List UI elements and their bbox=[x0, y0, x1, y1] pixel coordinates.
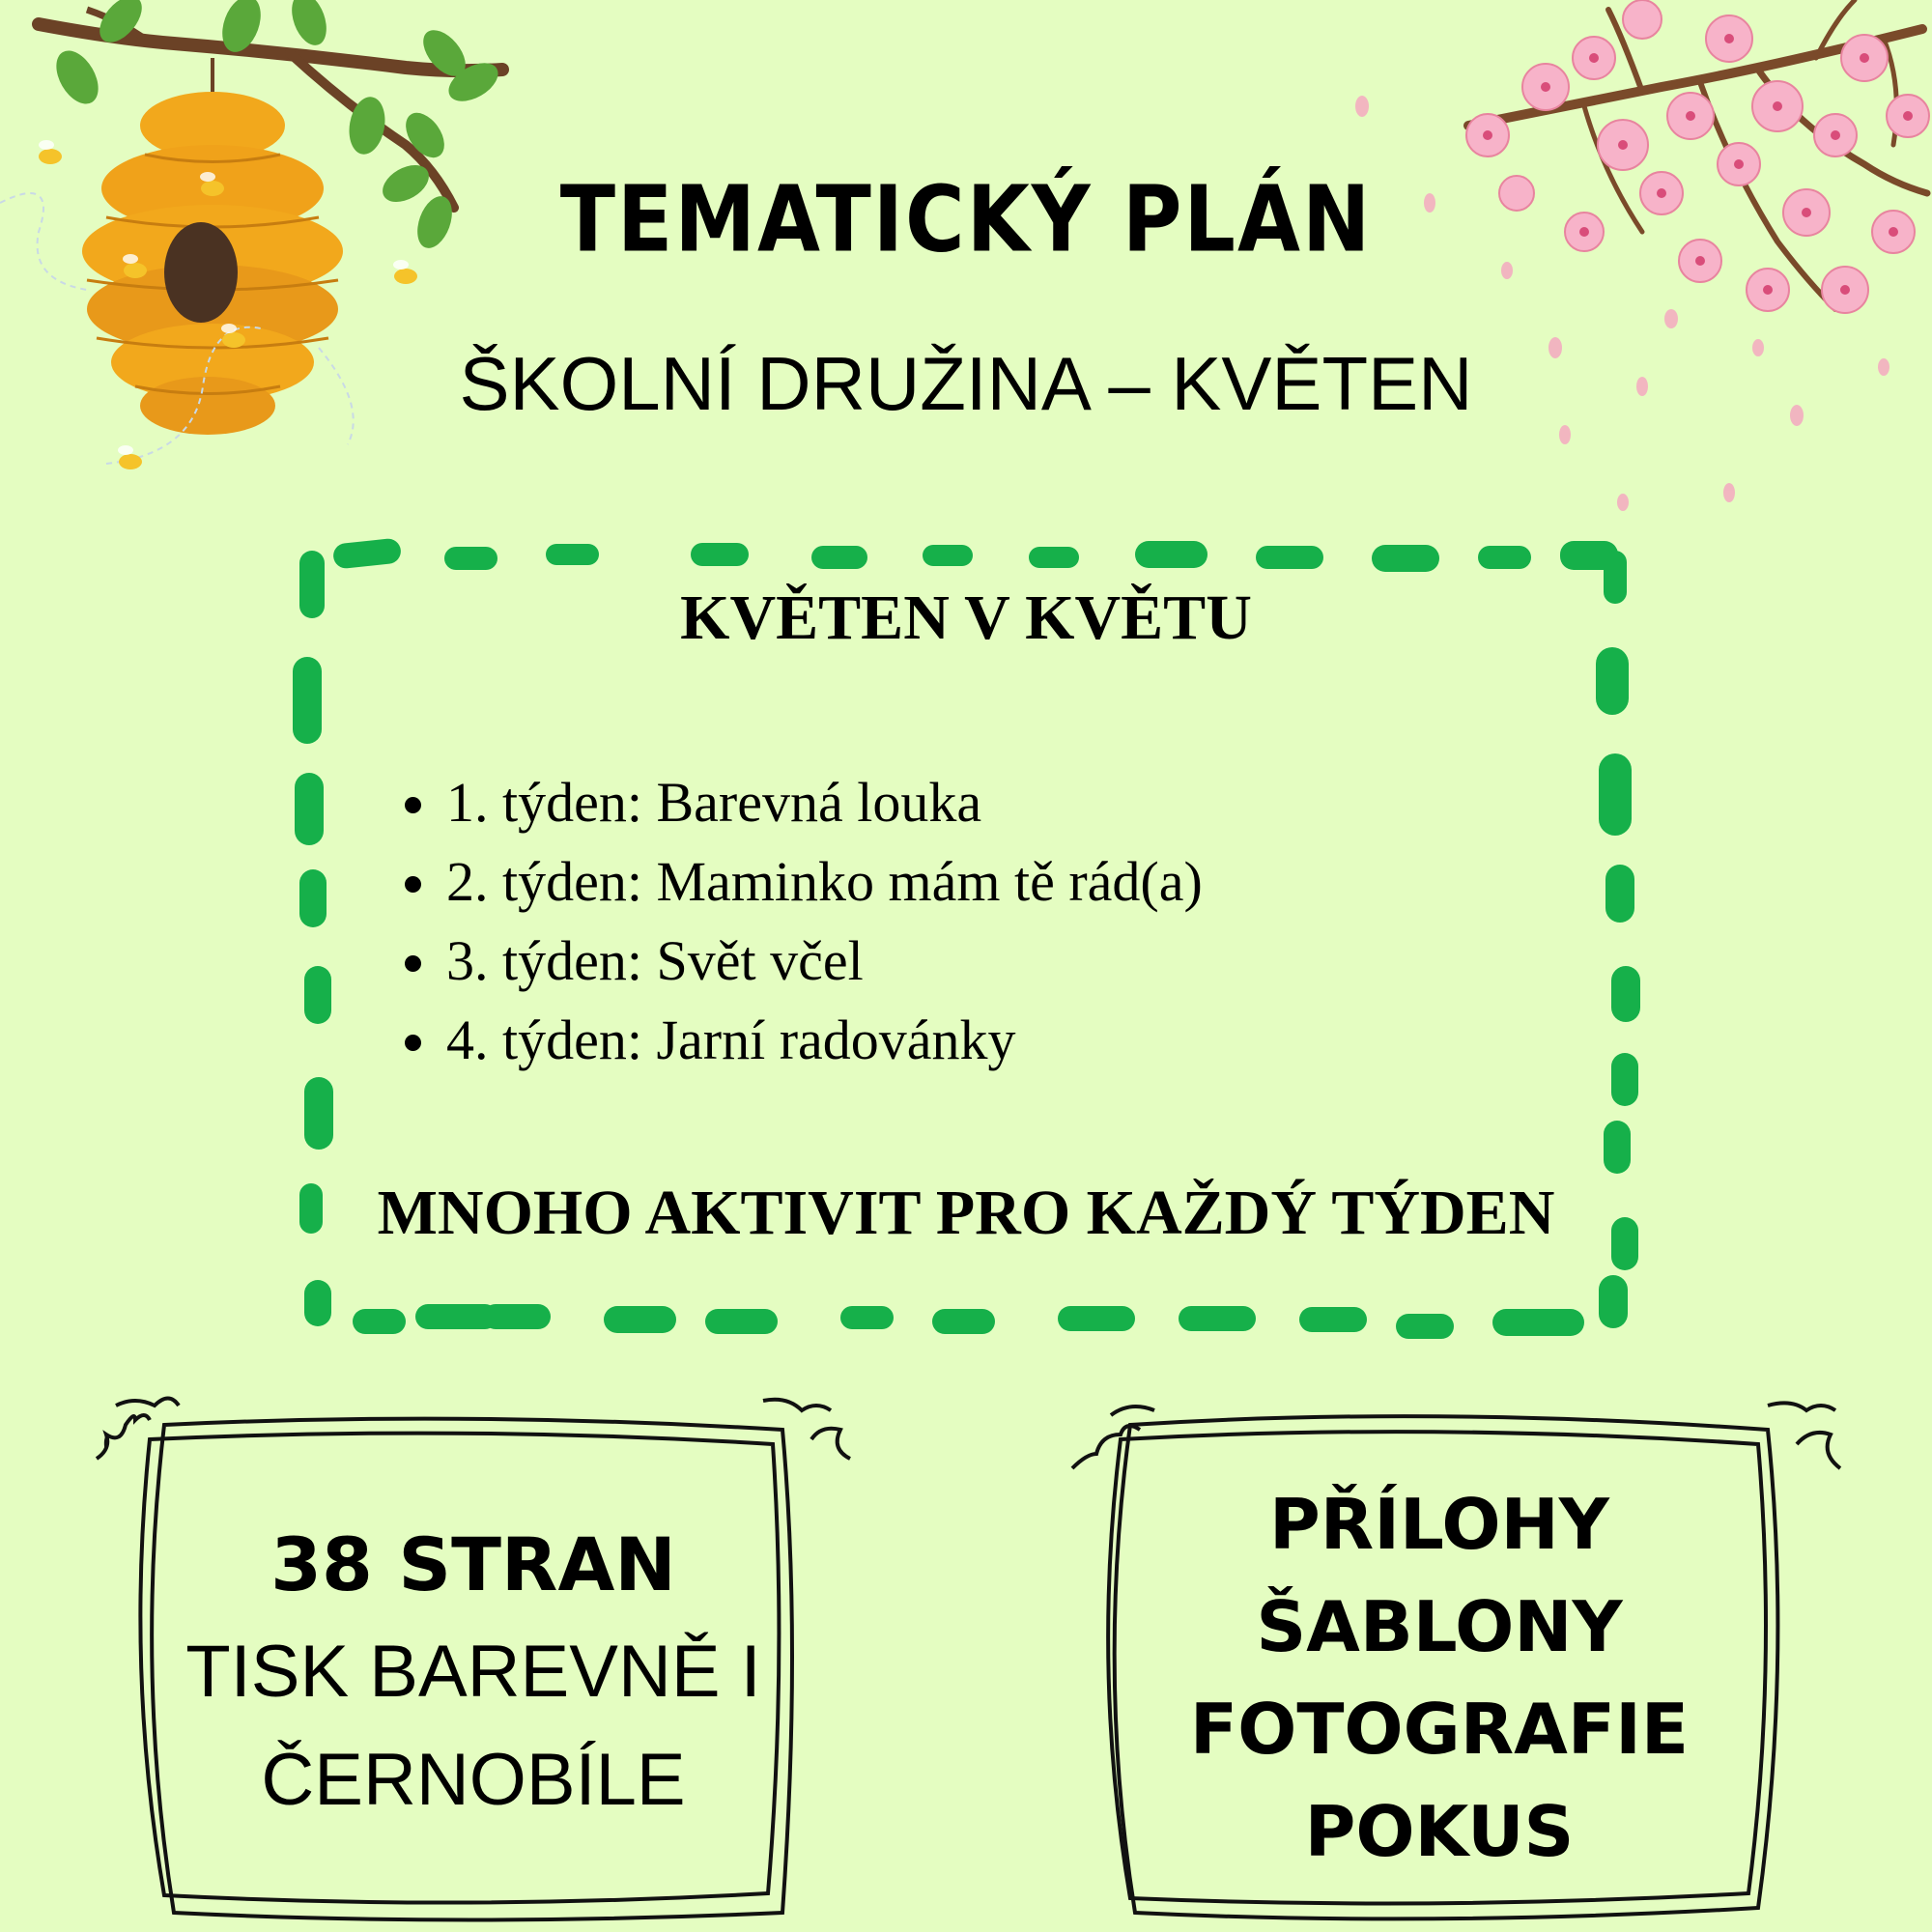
page-title: TEMATICKÝ PLÁN bbox=[559, 166, 1373, 272]
list-item: • 4. týden: Jarní radovánky bbox=[444, 1001, 1203, 1080]
attachment-item: POKUS bbox=[1304, 1791, 1575, 1872]
list-item: • 2. týden: Maminko mám tě rád(a) bbox=[444, 842, 1203, 922]
list-item: • 1. týden: Barevná louka bbox=[444, 763, 1203, 842]
attachment-item: FOTOGRAFIE bbox=[1189, 1689, 1690, 1770]
list-item: • 3. týden: Svět včel bbox=[444, 922, 1203, 1001]
plan-footer: MNOHO AKTIVIT PRO KAŽDÝ TÝDEN bbox=[377, 1178, 1555, 1248]
attachment-item: ŠABLONY bbox=[1256, 1586, 1623, 1667]
week-list bbox=[386, 763, 1203, 1080]
attachment-item: PŘÍLOHY bbox=[1269, 1484, 1609, 1565]
print-info-line1: TISK BAREVNĚ I bbox=[185, 1631, 761, 1713]
info-right-text bbox=[1121, 1473, 1758, 1883]
page-count: 38 STRAN bbox=[270, 1521, 676, 1607]
info-left-text bbox=[145, 1512, 802, 1834]
page-subtitle: ŠKOLNÍ DRUŽINA – KVĚTEN bbox=[459, 341, 1473, 426]
print-info-line2: ČERNOBÍLE bbox=[261, 1739, 686, 1821]
plan-title: KVĚTEN V KVĚTU bbox=[680, 582, 1252, 653]
